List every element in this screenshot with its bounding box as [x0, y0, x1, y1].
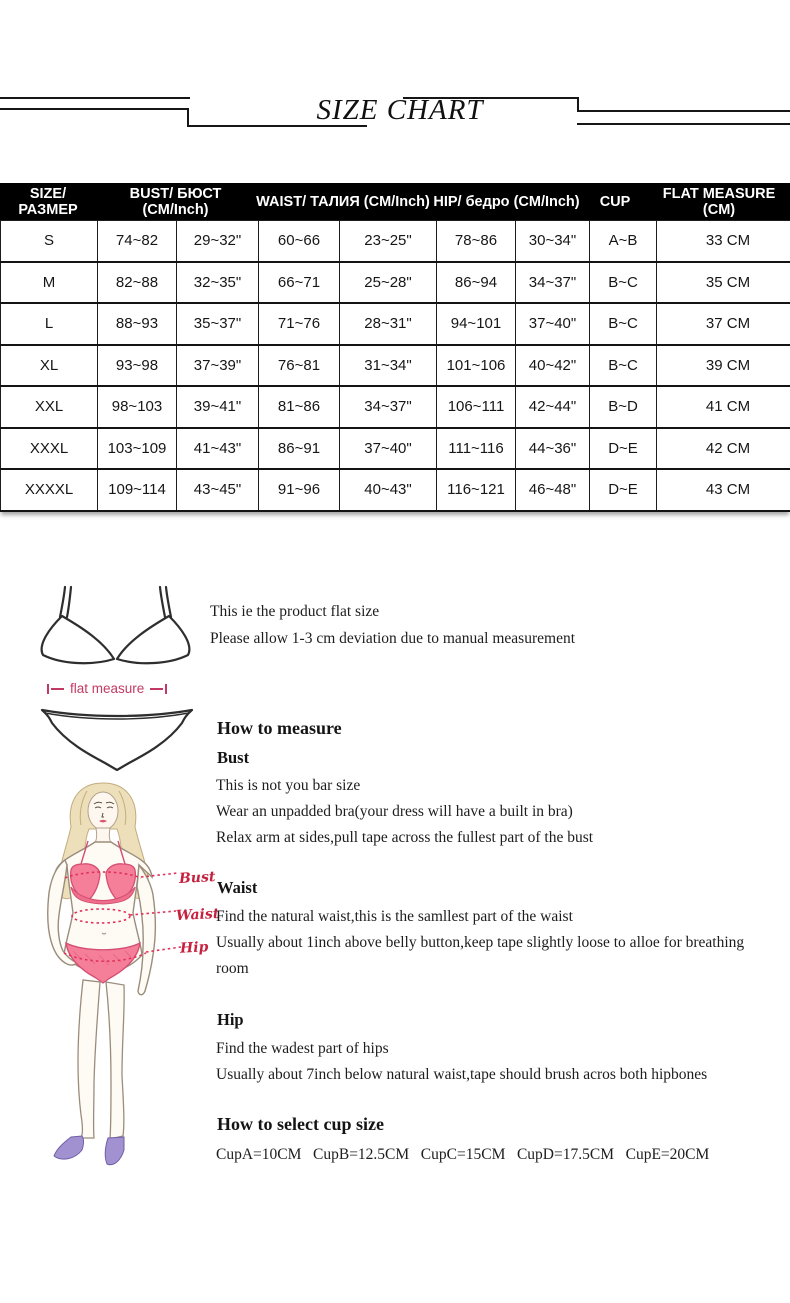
measure-tick-icon — [165, 684, 167, 694]
table-cell: 60~66 — [259, 221, 340, 262]
table-cell: 33 CM — [657, 221, 790, 262]
header-cell: BUST/ БЮСТ (CM/Inch) — [129, 185, 222, 218]
table-cell: 101~106 — [437, 345, 516, 387]
table-cell: B~D — [590, 386, 657, 428]
table-cell: 37~39" — [177, 345, 259, 387]
table-row — [1, 262, 790, 304]
table-row — [1, 428, 790, 470]
body-measurement-illustration — [15, 775, 195, 1185]
table-cell: 116~121 — [437, 469, 516, 511]
table-row — [1, 469, 790, 511]
hip-instructions — [216, 1036, 707, 1088]
table-cell: 81~86 — [259, 386, 340, 428]
note-line: Please allow 1-3 cm deviation due to manual measurement — [210, 630, 575, 647]
measure-dash-icon — [51, 688, 64, 690]
table-cell: 103~109 — [98, 428, 177, 470]
table-cell: 23~25" — [340, 221, 437, 262]
size-table-header — [0, 183, 790, 220]
table-cell: 25~28" — [340, 262, 437, 304]
figure-bust-label: Bust — [178, 869, 216, 887]
guide-line: room — [216, 960, 249, 977]
table-cell: XXXL — [1, 428, 98, 470]
cup-size-heading: How to select cup size — [217, 1114, 384, 1134]
table-cell: 39 CM — [657, 345, 790, 387]
decorative-line — [0, 108, 189, 110]
table-cell: S — [1, 221, 98, 262]
header-cell: FLAT MEASURE (CM) — [662, 185, 776, 218]
header-cell: WAIST/ ТАЛИЯ (CM/Inch) — [256, 193, 430, 210]
table-cell: D~E — [590, 428, 657, 470]
table-cell: 98~103 — [98, 386, 177, 428]
table-cell: 86~94 — [437, 262, 516, 304]
guide-line: Usually about 1inch above belly button,keep tape slightly loose to alloe for breathing — [216, 934, 745, 951]
table-cell: 46~48" — [516, 469, 590, 511]
table-row — [1, 345, 790, 387]
figure-waist-label: Waist — [175, 905, 220, 925]
bust-instructions — [216, 773, 593, 851]
header-cell: CUP — [599, 193, 631, 210]
table-cell: 31~34" — [340, 345, 437, 387]
decorative-line — [0, 97, 190, 99]
table-cell: XXXXL — [1, 469, 98, 511]
flat-measure-label — [47, 681, 167, 696]
table-cell: 35~37" — [177, 303, 259, 345]
header-cell: HIP/ бедро (CM/Inch) — [433, 193, 580, 210]
table-cell: M — [1, 262, 98, 304]
guide-line: Usually about 7inch below natural waist,tape should brush acros both hipbones — [216, 1066, 708, 1083]
table-cell: 109~114 — [98, 469, 177, 511]
table-cell: 40~42" — [516, 345, 590, 387]
table-cell: 43~45" — [177, 469, 259, 511]
table-cell: 82~88 — [98, 262, 177, 304]
table-row — [1, 303, 790, 345]
table-cell: 66~71 — [259, 262, 340, 304]
table-row — [1, 386, 790, 428]
waist-instructions — [216, 904, 744, 982]
guide-line: Find the natural waist,this is the samllest part of the waist — [216, 908, 573, 925]
table-cell: B~C — [590, 345, 657, 387]
measure-dash-icon — [150, 688, 163, 690]
guide-line: This is not you bar size — [216, 777, 361, 794]
size-table — [0, 183, 790, 512]
table-cell: 106~111 — [437, 386, 516, 428]
table-cell: 34~37" — [340, 386, 437, 428]
table-cell: 37~40" — [340, 428, 437, 470]
table-cell: 86~91 — [259, 428, 340, 470]
table-cell: 88~93 — [98, 303, 177, 345]
cup-size-values: CupA=10CM CupB=12.5CM CupC=15CM CupD=17.5CM CupE=20CM — [216, 1146, 710, 1163]
table-cell: 35 CM — [657, 262, 790, 304]
table-row — [1, 221, 790, 262]
flat-measure-text: flat measure — [70, 681, 145, 696]
table-cell: B~C — [590, 303, 657, 345]
table-cell: 32~35" — [177, 262, 259, 304]
measure-tick-icon — [47, 684, 49, 694]
table-cell: 37 CM — [657, 303, 790, 345]
table-cell: 111~116 — [437, 428, 516, 470]
table-cell: 34~37" — [516, 262, 590, 304]
bust-heading: Bust — [217, 748, 250, 767]
note-line: This ie the product flat size — [210, 603, 380, 620]
table-cell: A~B — [590, 221, 657, 262]
table-cell: 28~31" — [340, 303, 437, 345]
size-table-body — [1, 221, 790, 511]
table-cell: 93~98 — [98, 345, 177, 387]
page-title: SIZE CHART — [316, 94, 484, 126]
table-cell: 91~96 — [259, 469, 340, 511]
table-cell: 76~81 — [259, 345, 340, 387]
table-cell: 78~86 — [437, 221, 516, 262]
table-cell: 44~36" — [516, 428, 590, 470]
table-cell: 74~82 — [98, 221, 177, 262]
table-cell: 41 CM — [657, 386, 790, 428]
table-cell: 42 CM — [657, 428, 790, 470]
guide-line: Relax arm at sides,pull tape across the fullest part of the bust — [216, 829, 594, 846]
table-cell: 42~44" — [516, 386, 590, 428]
table-cell: D~E — [590, 469, 657, 511]
header-cell: SIZE/ РАЗМЕР — [18, 185, 78, 218]
table-cell: 39~41" — [177, 386, 259, 428]
table-cell: XXL — [1, 386, 98, 428]
decorative-line — [577, 110, 790, 112]
table-cell: 43 CM — [657, 469, 790, 511]
guide-line: Find the wadest part of hips — [216, 1040, 389, 1057]
table-cell: 29~32" — [177, 221, 259, 262]
table-cell: XL — [1, 345, 98, 387]
table-cell: B~C — [590, 262, 657, 304]
table-cell: 41~43" — [177, 428, 259, 470]
flat-size-note — [210, 598, 575, 652]
table-cell: L — [1, 303, 98, 345]
bikini-top-illustration — [33, 584, 198, 676]
table-cell: 94~101 — [437, 303, 516, 345]
table-cell: 30~34" — [516, 221, 590, 262]
table-cell: 37~40" — [516, 303, 590, 345]
how-to-measure-heading: How to measure — [217, 718, 342, 738]
figure-hip-label: Hip — [179, 939, 209, 957]
table-cell: 71~76 — [259, 303, 340, 345]
decorative-line — [577, 123, 790, 125]
guide-line: Wear an unpadded bra(your dress will have a built in bra) — [216, 803, 573, 820]
table-cell: 40~43" — [340, 469, 437, 511]
bikini-bottom-illustration — [39, 703, 195, 771]
hip-heading: Hip — [217, 1010, 244, 1029]
waist-heading: Waist — [217, 878, 258, 897]
